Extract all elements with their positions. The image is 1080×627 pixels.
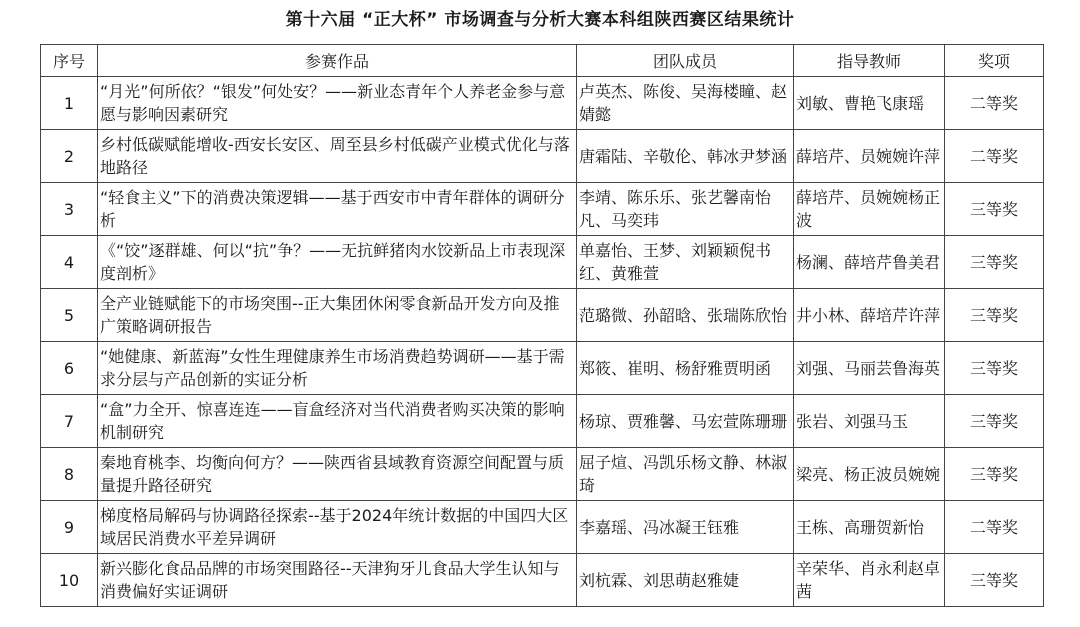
table-row xyxy=(41,130,1044,183)
row-teachers: 杨澜、薛培芹鲁美君 xyxy=(794,236,945,289)
table-row xyxy=(41,501,1044,554)
header-number: 序号 xyxy=(41,45,98,77)
table-row xyxy=(41,342,1044,395)
row-members: 范璐微、孙韶晗、张瑞陈欣怡 xyxy=(577,289,794,342)
table-row xyxy=(41,183,1044,236)
row-teachers: 刘强、马丽芸鲁海英 xyxy=(794,342,945,395)
row-work: “她健康、新蓝海”女性生理健康养生市场消费趋势调研——基于需求分层与产品创新的实证分析 xyxy=(98,342,577,395)
row-work: “轻食主义”下的消费决策逻辑——基于西安市中青年群体的调研分析 xyxy=(98,183,577,236)
row-number: 2 xyxy=(41,130,98,183)
row-work: 秦地育桃李、均衡向何方？——陕西省县域教育资源空间配置与质量提升路径研究 xyxy=(98,448,577,501)
row-work: 全产业链赋能下的市场突围--正大集团休闲零食新品开发方向及推广策略调研报告 xyxy=(98,289,577,342)
row-number: 10 xyxy=(41,554,98,607)
row-teachers: 辛荣华、肖永利赵卓茜 xyxy=(794,554,945,607)
row-members: 屈子煊、冯凯乐杨文静、林淑琦 xyxy=(577,448,794,501)
table-row xyxy=(41,395,1044,448)
row-members: 刘杭霖、刘思萌赵雅婕 xyxy=(577,554,794,607)
row-members: 李嘉瑶、冯冰凝王钰雅 xyxy=(577,501,794,554)
row-work: 《“饺”逐群雄、何以“抗”争？——无抗鲜猪肉水饺新品上市表现深度剖析》 xyxy=(98,236,577,289)
table-header-row xyxy=(41,45,1044,77)
table-row xyxy=(41,236,1044,289)
table-row xyxy=(41,77,1044,130)
row-work: “盒”力全开、惊喜连连——盲盒经济对当代消费者购买决策的影响机制研究 xyxy=(98,395,577,448)
row-teachers: 张岩、刘强马玉 xyxy=(794,395,945,448)
row-number: 4 xyxy=(41,236,98,289)
row-number: 3 xyxy=(41,183,98,236)
table-row xyxy=(41,554,1044,607)
header-work: 参赛作品 xyxy=(98,45,577,77)
row-members: 郑筱、崔明、杨舒雅贾明函 xyxy=(577,342,794,395)
row-award: 三等奖 xyxy=(945,395,1044,448)
row-award: 三等奖 xyxy=(945,448,1044,501)
row-award: 二等奖 xyxy=(945,130,1044,183)
header-award: 奖项 xyxy=(945,45,1044,77)
row-award: 二等奖 xyxy=(945,77,1044,130)
row-members: 单嘉怡、王梦、刘颖颖倪书红、黄雅萱 xyxy=(577,236,794,289)
row-work: 新兴膨化食品品牌的市场突围路径--天津狗牙儿食品大学生认知与消费偏好实证调研 xyxy=(98,554,577,607)
row-number: 7 xyxy=(41,395,98,448)
row-number: 5 xyxy=(41,289,98,342)
row-teachers: 薛培芹、员婉婉杨正波 xyxy=(794,183,945,236)
row-award: 三等奖 xyxy=(945,183,1044,236)
row-members: 唐霜陆、辛敬伦、韩冰尹梦涵 xyxy=(577,130,794,183)
table-row xyxy=(41,448,1044,501)
row-award: 三等奖 xyxy=(945,554,1044,607)
row-teachers: 王栋、高珊贺新怡 xyxy=(794,501,945,554)
row-work: 乡村低碳赋能增收-西安长安区、周至县乡村低碳产业模式优化与落地路径 xyxy=(98,130,577,183)
row-members: 李靖、陈乐乐、张艺馨南怡凡、马奕玮 xyxy=(577,183,794,236)
row-number: 1 xyxy=(41,77,98,130)
row-award: 三等奖 xyxy=(945,342,1044,395)
row-award: 三等奖 xyxy=(945,289,1044,342)
row-teachers: 井小林、薛培芹许萍 xyxy=(794,289,945,342)
row-members: 卢英杰、陈俊、吴海楼瞳、赵婧懿 xyxy=(577,77,794,130)
results-table xyxy=(40,44,1044,607)
header-members: 团队成员 xyxy=(577,45,794,77)
header-teachers: 指导教师 xyxy=(794,45,945,77)
row-award: 二等奖 xyxy=(945,501,1044,554)
row-teachers: 刘敏、曹艳飞康瑶 xyxy=(794,77,945,130)
row-work: 梯度格局解码与协调路径探索--基于2024年统计数据的中国四大区域居民消费水平差异调研 xyxy=(98,501,577,554)
row-teachers: 薛培芹、员婉婉许萍 xyxy=(794,130,945,183)
row-work: “月光”何所依？“银发”何处安？——新业态青年个人养老金参与意愿与影响因素研究 xyxy=(98,77,577,130)
table-row xyxy=(41,289,1044,342)
row-members: 杨琼、贾雅馨、马宏萱陈珊珊 xyxy=(577,395,794,448)
row-number: 9 xyxy=(41,501,98,554)
row-number: 6 xyxy=(41,342,98,395)
page-title: 第十六届 “正大杯” 市场调查与分析大赛本科组陕西赛区结果统计 xyxy=(285,10,795,30)
row-number: 8 xyxy=(41,448,98,501)
row-teachers: 梁亮、杨正波员婉婉 xyxy=(794,448,945,501)
row-award: 三等奖 xyxy=(945,236,1044,289)
